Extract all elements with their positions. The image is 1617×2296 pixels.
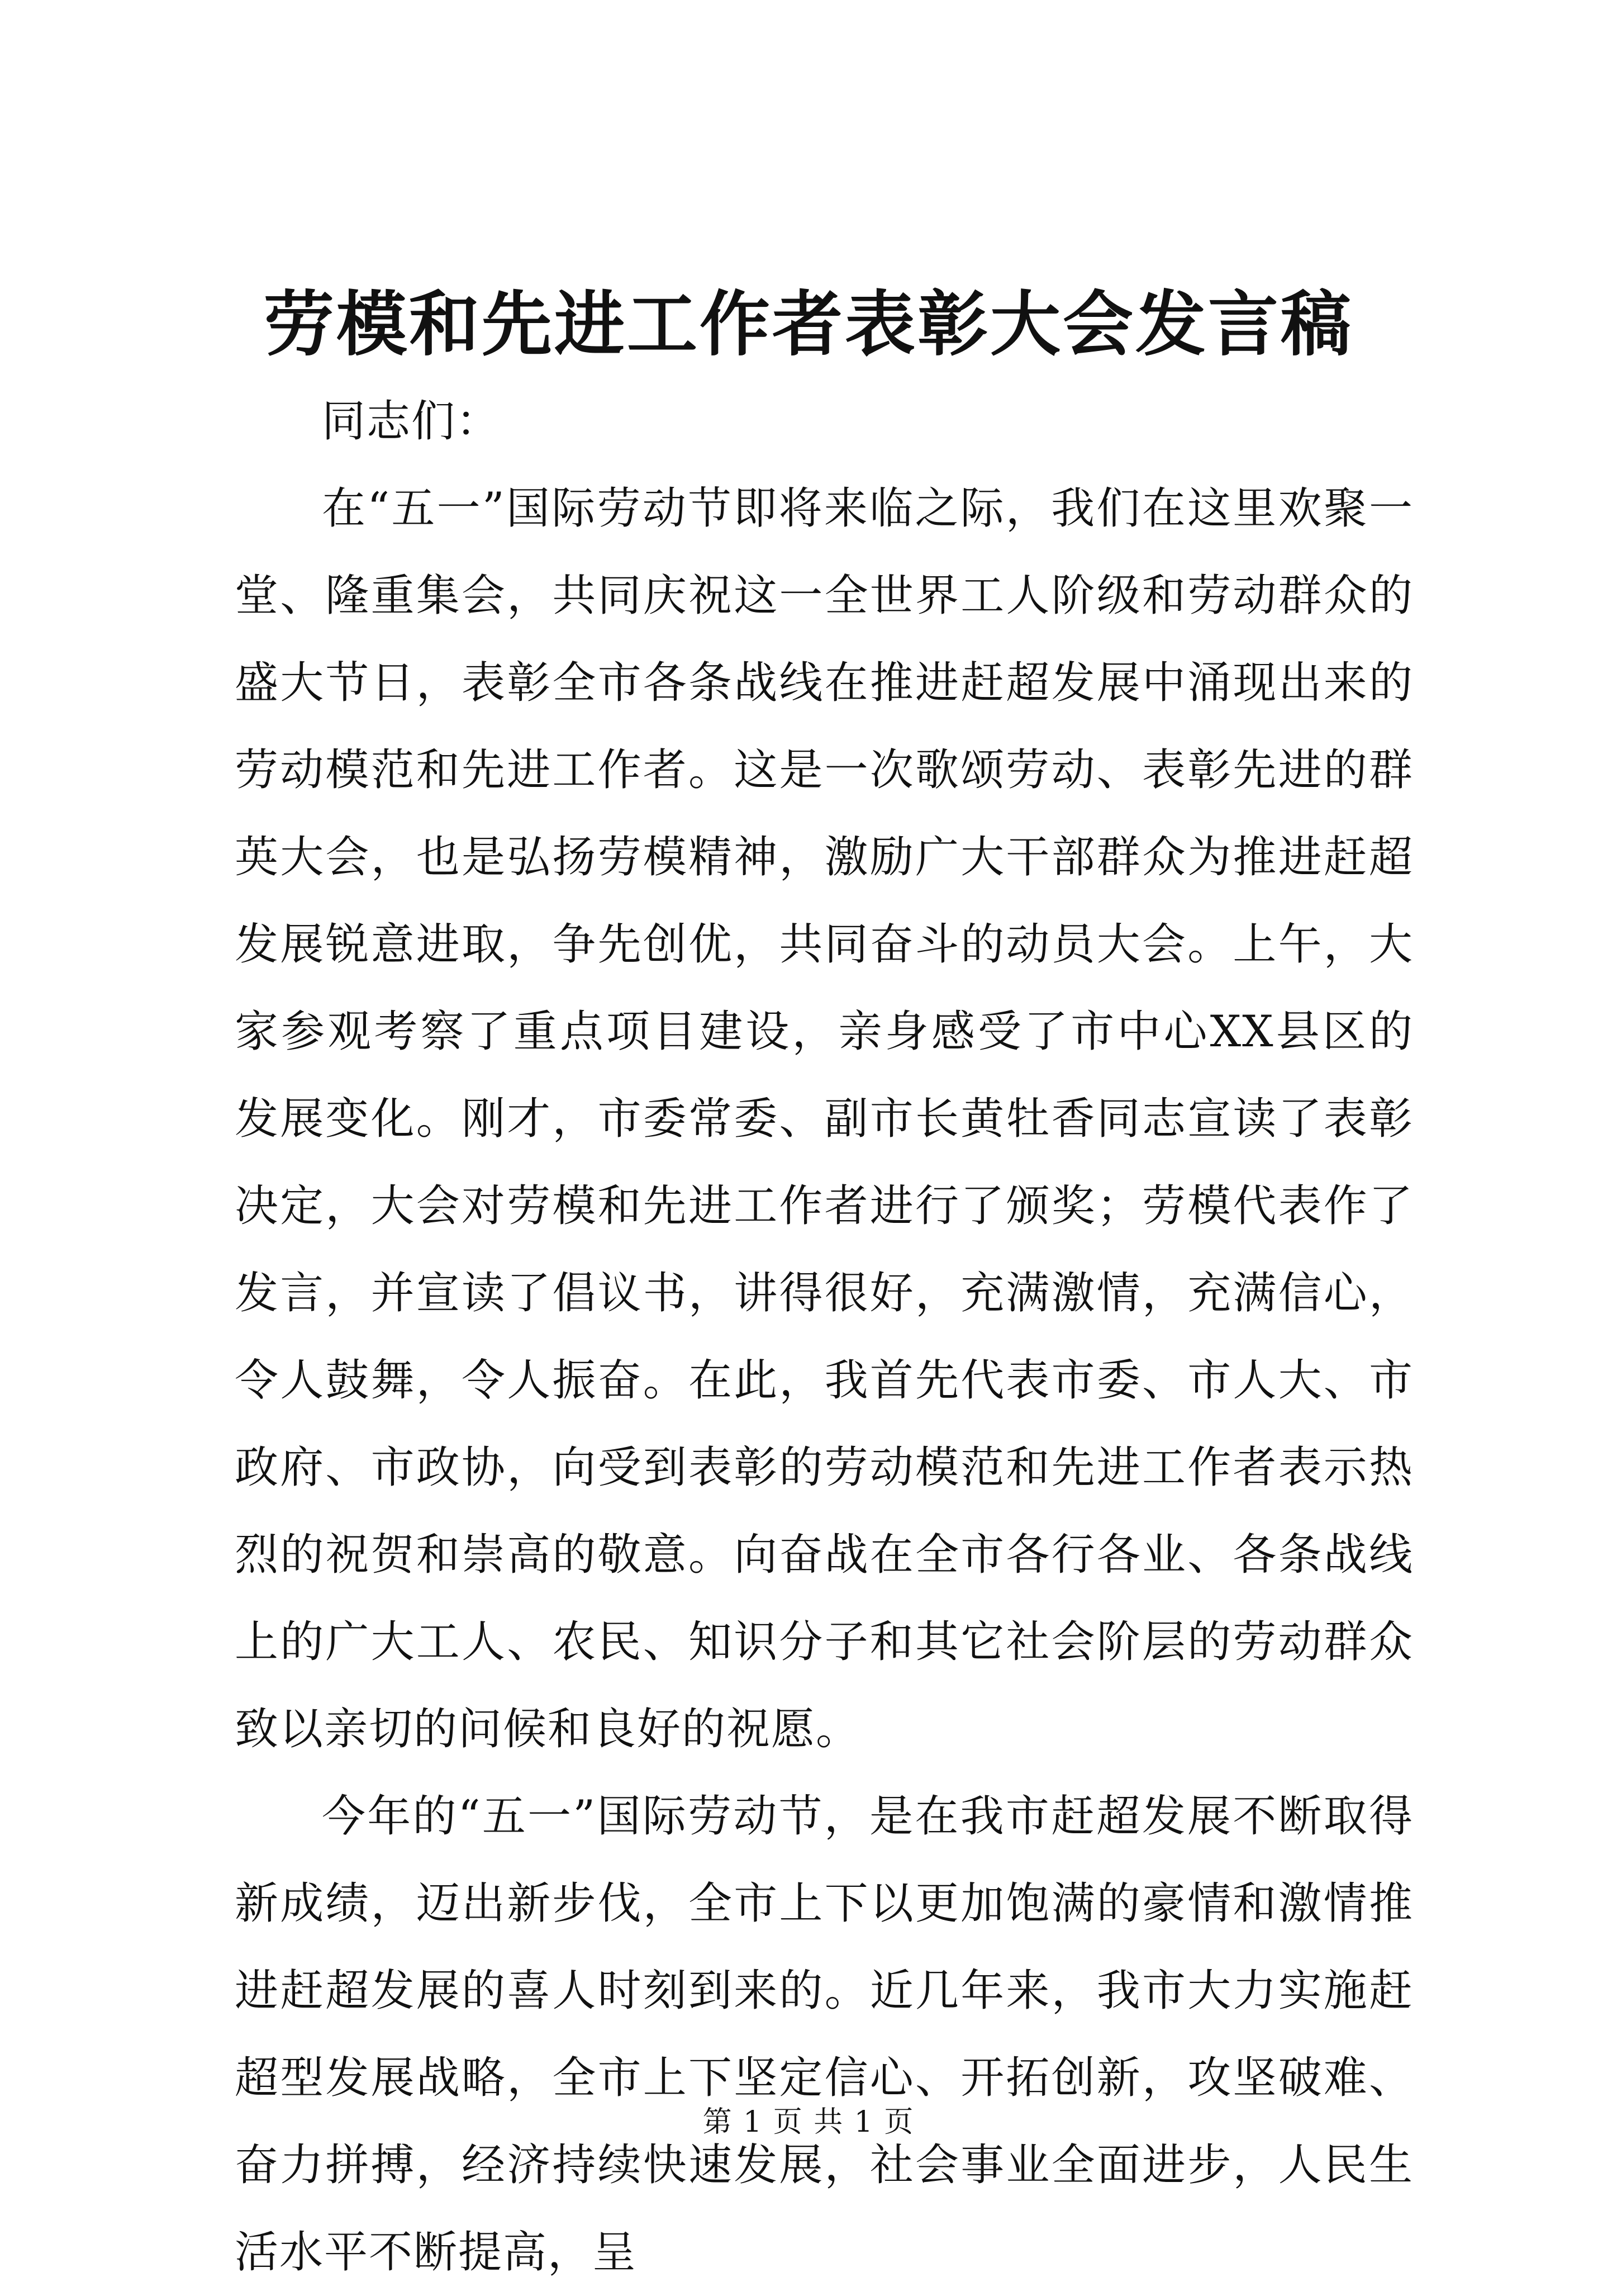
document-body: [235, 378, 1414, 2296]
salutation: 同志们：: [322, 396, 501, 447]
document-title: 劳模和先进工作者表彰大会发言稿: [264, 283, 1353, 366]
paragraph-1: 在“五一”国际劳动节即将来临之际，我们在这里欢聚一堂、隆重集会，共同庆祝这一全世界工人阶级和劳动群众的盛大节日，表彰全市各条战线在推进赶超发展中涌现出来的劳动模范和先进工作者。这是一次歌颂劳动、表彰先进的群英大会，也是弘扬劳模精神，激励广大干部群众为推进赶超发展锐意进取，争先创优，共同奋斗的动员大会。上午，大家参观考察了重点项目建设，亲身感受了市中心XX县区的发展变化。刚才，市委常委、副市长黄牡香同志宣读了表彰决定，大会对劳模和先进工作者进行了颁奖；劳模代表作了发言，并宣读了倡议书，讲得很好，充满激情，充满信心，令人鼓舞，令人振奋。在此，我首先代表市委、市人大、市政府、市政协，向受到表彰的劳动模范和先进工作者表示热烈的祝贺和崇高的敬意。向奋战在全市各行各业、各条战线上的广大工人、农民、知识分子和其它社会阶层的劳动群众致以亲切的问候和良好的祝愿。: [235, 483, 1414, 1754]
page-footer: 第 1 页 共 1 页: [702, 2105, 915, 2139]
paragraph-2: 今年的“五一”国际劳动节，是在我市赶超发展不断取得新成绩，迈出新步伐，全市上下以更加饱满的豪情和激情推进赶超发展的喜人时刻到来的。近几年来，我市大力实施赶超型发展战略，全市上下坚定信心、开拓创新，攻坚破难、奋力拼搏，经济持续快速发展，社会事业全面进步，人民生活水平不断提高，呈: [235, 1791, 1414, 2278]
